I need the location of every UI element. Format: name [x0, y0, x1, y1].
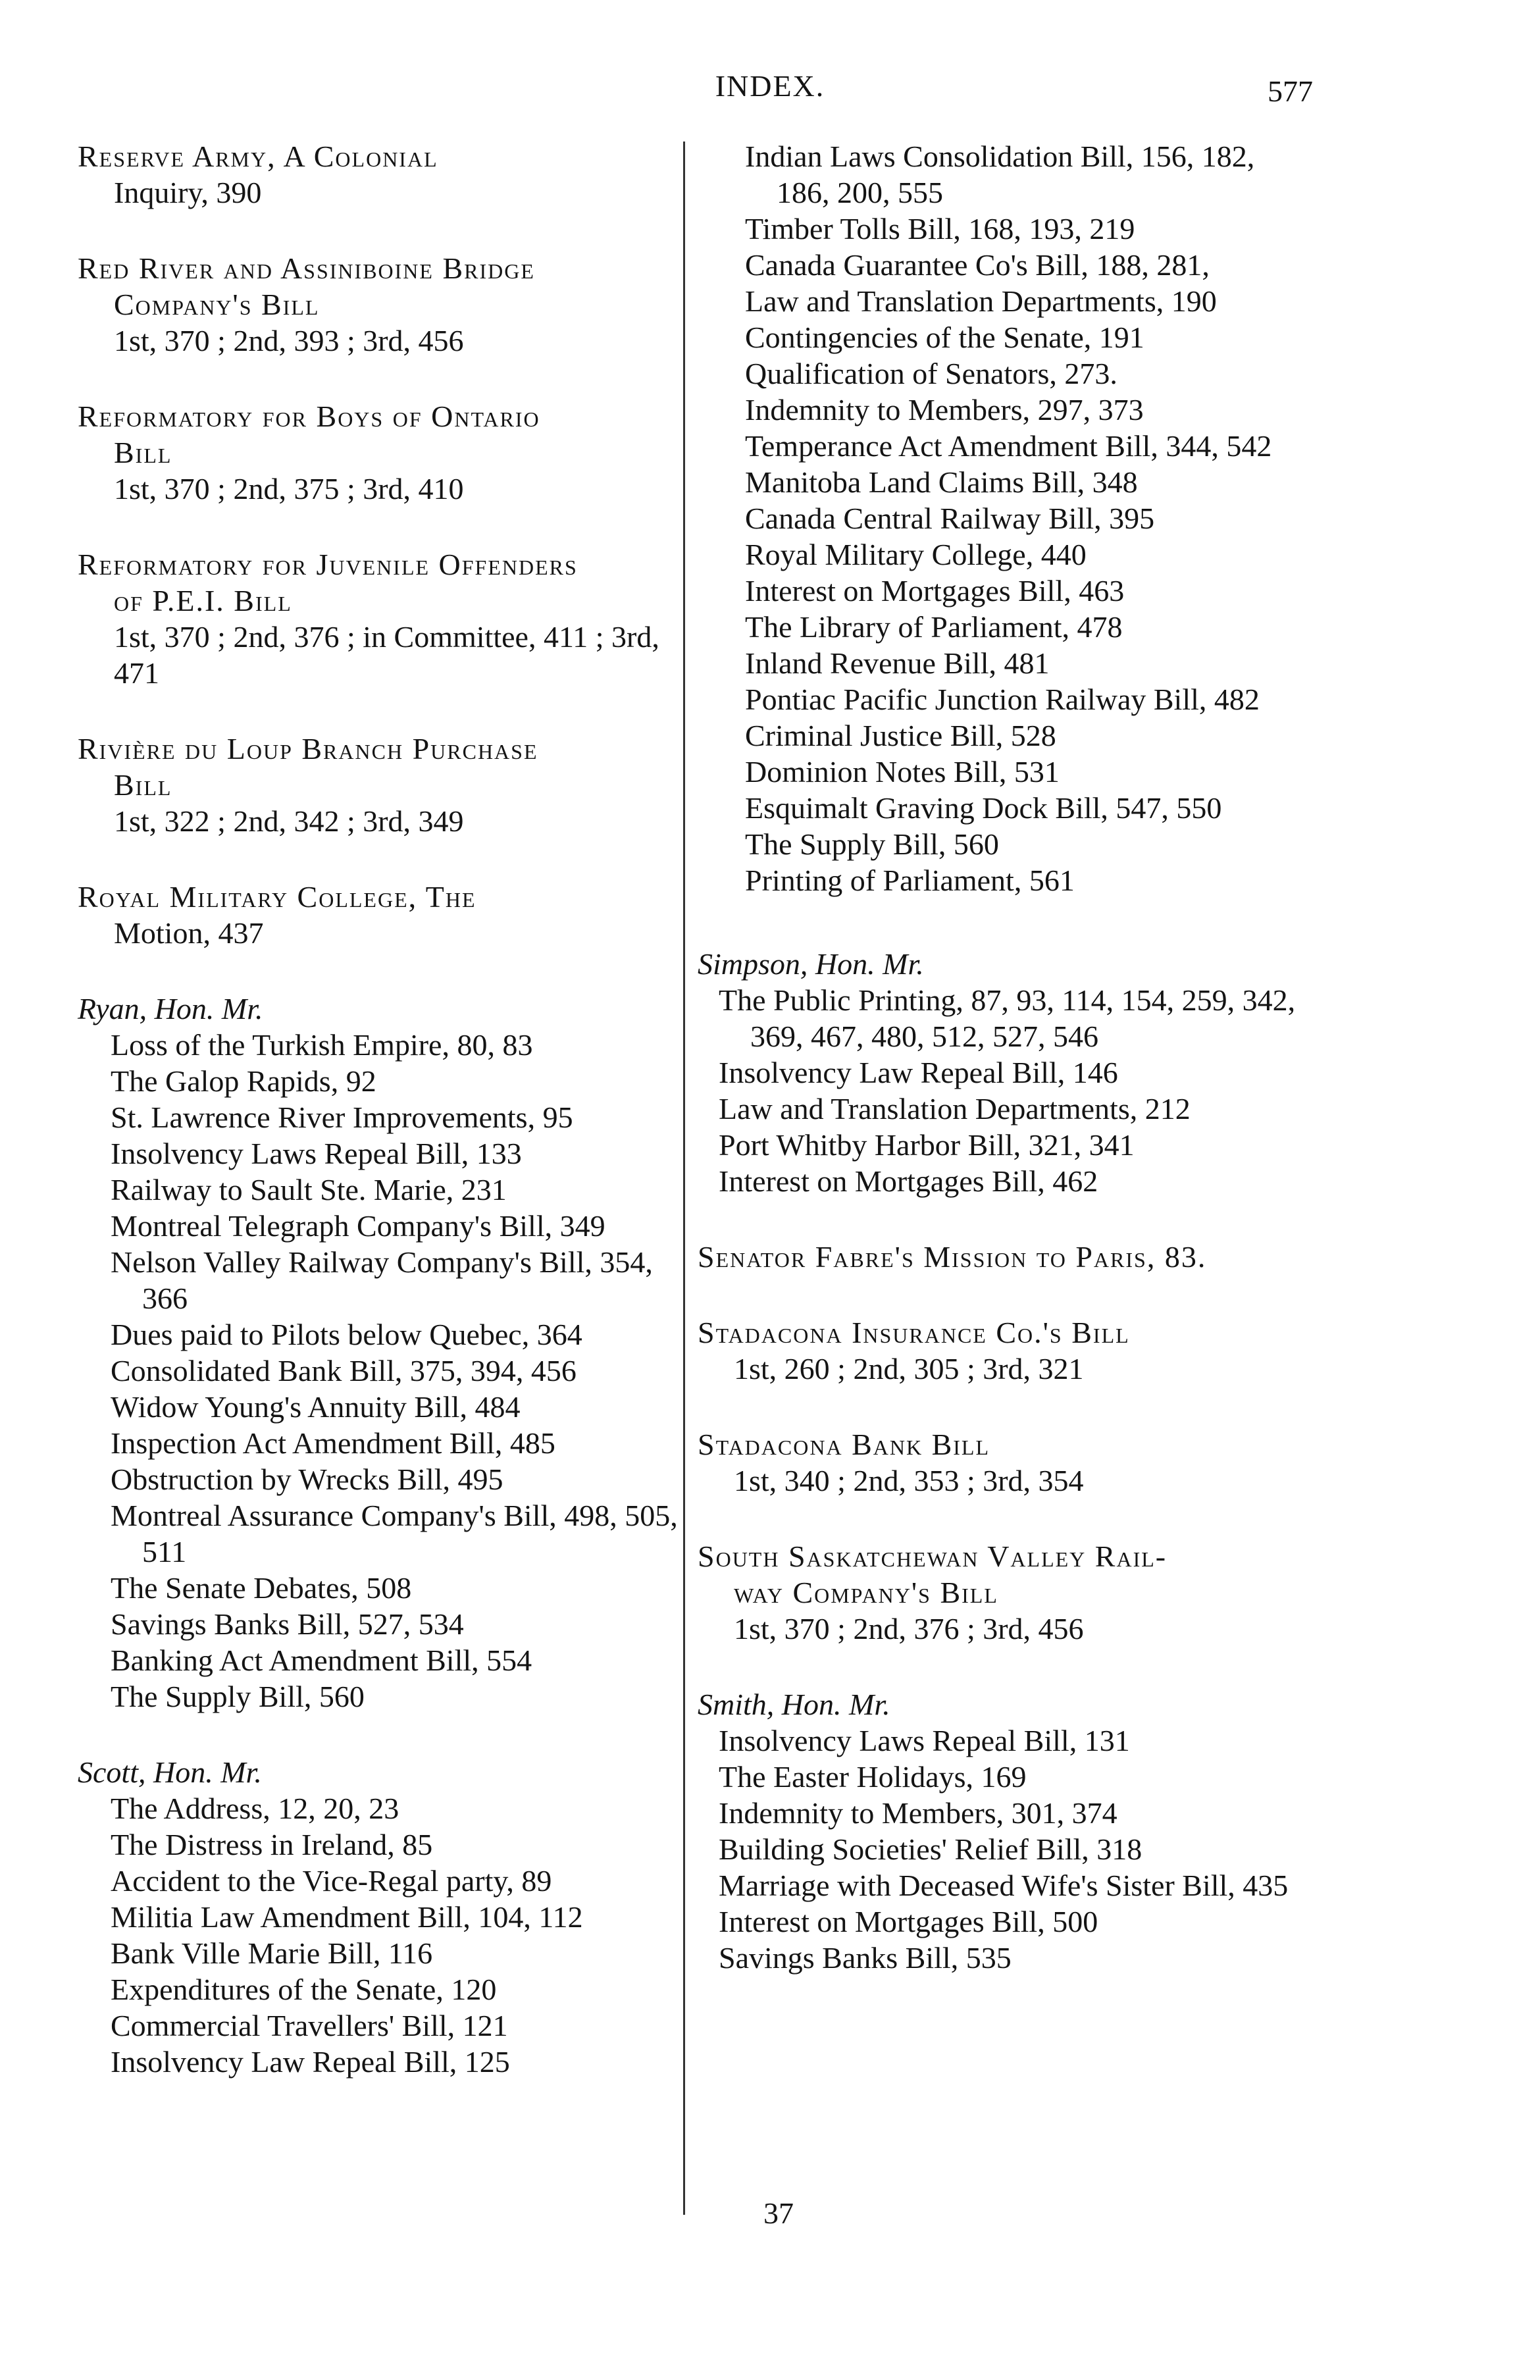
entry-subentry: 1st, 370 ; 2nd, 375 ; 3rd, 410	[114, 472, 464, 505]
subentry-list	[698, 138, 1310, 898]
entry-subentry: 1st, 340 ; 2nd, 353 ; 3rd, 354	[734, 1464, 1084, 1497]
list-item: Widow Young's Annuity Bill, 484	[111, 1390, 521, 1424]
subentry-list	[698, 982, 1310, 1199]
entry-heading-person: Simpson, Hon. Mr.	[698, 947, 924, 981]
list-item: Timber Tolls Bill, 168, 193, 219	[745, 212, 1135, 246]
entry-subentry: 1st, 370 ; 2nd, 376 ; in Committee, 411 ; 3rd, 471	[114, 620, 659, 690]
entry-heading: Reformatory for Boys of Ontario	[78, 400, 540, 433]
list-item: Interest on Mortgages Bill, 463	[745, 574, 1125, 608]
entry-heading: Red River and Assiniboine Bridge	[78, 251, 535, 285]
list-item: Consolidated Bank Bill, 375, 394, 456	[111, 1354, 577, 1387]
entry-subentry: 1st, 322 ; 2nd, 342 ; 3rd, 349	[114, 804, 464, 838]
entry-heading-person: Smith, Hon. Mr.	[698, 1688, 890, 1721]
list-item: Qualification of Senators, 273.	[745, 357, 1117, 390]
list-item: The Public Printing, 87, 93, 114, 154, 259, 342, 369, 467, 480, 512, 527, 546	[719, 983, 1296, 1053]
list-item: Port Whitby Harbor Bill, 321, 341	[719, 1128, 1135, 1162]
index-entry-reserve-army	[78, 138, 682, 211]
list-item: Dominion Notes Bill, 531	[745, 755, 1060, 789]
page-number: 577	[1268, 74, 1313, 108]
index-entry-riviere-du-loup	[78, 731, 682, 839]
list-item: Commercial Travellers' Bill, 121	[111, 2009, 508, 2042]
left-column	[78, 138, 682, 2119]
list-item: Savings Banks Bill, 527, 534	[111, 1607, 464, 1641]
list-item: The Supply Bill, 560	[111, 1680, 365, 1713]
list-item: Insolvency Law Repeal Bill, 146	[719, 1056, 1118, 1089]
index-entry-stadacona-insurance	[698, 1314, 1310, 1387]
index-entry-ryan	[78, 991, 682, 1715]
column-divider	[683, 142, 685, 2215]
list-item: Inland Revenue Bill, 481	[745, 646, 1050, 680]
entry-heading: Senator Fabre's Mission to Paris, 83.	[698, 1240, 1207, 1274]
subentry-list	[78, 1027, 682, 1715]
list-item: Esquimalt Graving Dock Bill, 547, 550	[745, 791, 1222, 825]
list-item: Railway to Sault Ste. Marie, 231	[111, 1173, 507, 1206]
list-item: Printing of Parliament, 561	[745, 864, 1075, 897]
list-item: St. Lawrence River Improvements, 95	[111, 1100, 573, 1134]
list-item: Manitoba Land Claims Bill, 348	[745, 465, 1138, 499]
entry-subentry: Inquiry, 390	[114, 176, 262, 209]
list-item: Marriage with Deceased Wife's Sister Bill, 435	[719, 1869, 1289, 1902]
list-item: Indian Laws Consolidation Bill, 156, 182, 186, 200, 555	[745, 140, 1255, 209]
list-item: Royal Military College, 440	[745, 538, 1087, 571]
list-item: Building Societies' Relief Bill, 318	[719, 1832, 1142, 1866]
list-item: The Galop Rapids, 92	[111, 1064, 376, 1098]
list-item: Canada Central Railway Bill, 395	[745, 502, 1155, 535]
list-item: Savings Banks Bill, 535	[719, 1941, 1012, 1975]
list-item: Obstruction by Wrecks Bill, 495	[111, 1462, 503, 1496]
list-item: Interest on Mortgages Bill, 462	[719, 1164, 1098, 1198]
index-entry-reformatory-pei	[78, 546, 682, 691]
index-entry-fabre	[698, 1239, 1310, 1275]
entry-heading-continued: Company's Bill	[114, 288, 320, 321]
entry-heading: Royal Military College, The	[78, 880, 476, 914]
entry-heading: Reformatory for Juvenile Offenders	[78, 548, 578, 581]
list-item: Insolvency Laws Repeal Bill, 133	[111, 1137, 522, 1170]
index-entry-simpson	[698, 946, 1310, 1199]
list-item: The Distress in Ireland, 85	[111, 1828, 433, 1861]
index-entry-royal-military	[78, 879, 682, 951]
list-item: Expenditures of the Senate, 120	[111, 1973, 497, 2006]
index-entry-scott	[78, 1754, 682, 2080]
list-item: The Easter Holidays, 169	[719, 1760, 1027, 1794]
list-item: Militia Law Amendment Bill, 104, 112	[111, 1900, 583, 1934]
entry-subentry: 1st, 370 ; 2nd, 393 ; 3rd, 456	[114, 324, 464, 357]
list-item: The Supply Bill, 560	[745, 827, 999, 861]
list-item: Pontiac Pacific Junction Railway Bill, 482	[745, 683, 1260, 716]
entry-heading-person: Scott, Hon. Mr.	[78, 1755, 262, 1789]
list-item: Temperance Act Amendment Bill, 344, 542	[745, 429, 1272, 463]
list-item: Loss of the Turkish Empire, 80, 83	[111, 1028, 533, 1062]
entry-heading-person: Ryan, Hon. Mr.	[78, 992, 263, 1025]
entry-heading: Stadacona Insurance Co.'s Bill	[698, 1316, 1130, 1349]
list-item: Nelson Valley Railway Company's Bill, 354, 366	[111, 1245, 653, 1315]
list-item: Montreal Assurance Company's Bill, 498, 505, 511	[111, 1499, 678, 1568]
index-entry-reformatory-ontario	[78, 398, 682, 507]
running-title: INDEX.	[715, 69, 825, 103]
entry-heading-continued: of P.E.I. Bill	[114, 584, 292, 617]
entry-heading-continued: Bill	[114, 768, 172, 802]
list-item: Indemnity to Members, 301, 374	[719, 1796, 1117, 1830]
list-item: Canada Guarantee Co's Bill, 188, 281,	[745, 248, 1210, 282]
right-column	[698, 138, 1310, 2015]
list-item: Montreal Telegraph Company's Bill, 349	[111, 1209, 605, 1243]
entry-subentry: Motion, 437	[114, 916, 264, 950]
list-item: Law and Translation Departments, 212	[719, 1092, 1191, 1125]
entry-heading: Rivière du Loup Branch Purchase	[78, 732, 538, 765]
list-item: The Library of Parliament, 478	[745, 610, 1123, 644]
entry-subentry: 1st, 260 ; 2nd, 305 ; 3rd, 321	[734, 1352, 1084, 1385]
entry-heading-continued: Bill	[114, 436, 172, 469]
list-item: Banking Act Amendment Bill, 554	[111, 1643, 532, 1677]
subentry-list	[698, 1722, 1310, 1976]
entry-heading: Stadacona Bank Bill	[698, 1428, 990, 1461]
entry-heading: Reserve Army, A Colonial	[78, 140, 438, 173]
list-item: Contingencies of the Senate, 191	[745, 321, 1144, 354]
index-entry-smith	[698, 1686, 1310, 1976]
list-item: Interest on Mortgages Bill, 500	[719, 1905, 1098, 1938]
list-item: Inspection Act Amendment Bill, 485	[111, 1426, 555, 1460]
subentry-list	[78, 1790, 682, 2080]
index-entry-continued	[698, 138, 1310, 898]
entry-heading-continued: way Company's Bill	[734, 1576, 998, 1609]
list-item: The Address, 12, 20, 23	[111, 1792, 399, 1825]
signature-mark: 37	[763, 2196, 794, 2230]
index-entry-south-saskatchewan	[698, 1538, 1310, 1647]
list-item: Insolvency Law Repeal Bill, 125	[111, 2045, 510, 2079]
page-header	[0, 68, 1540, 115]
list-item: Insolvency Laws Repeal Bill, 131	[719, 1724, 1130, 1757]
list-item: Bank Ville Marie Bill, 116	[111, 1936, 433, 1970]
list-item: The Senate Debates, 508	[111, 1571, 412, 1605]
list-item: Law and Translation Departments, 190	[745, 284, 1217, 318]
list-item: Indemnity to Members, 297, 373	[745, 393, 1144, 427]
entry-subentry: 1st, 370 ; 2nd, 376 ; 3rd, 456	[734, 1612, 1084, 1645]
entry-heading: South Saskatchewan Valley Rail-	[698, 1539, 1168, 1573]
index-entry-red-river	[78, 250, 682, 359]
index-entry-stadacona-bank	[698, 1426, 1310, 1499]
list-item: Dues paid to Pilots below Quebec, 364	[111, 1318, 582, 1351]
list-item: Criminal Justice Bill, 528	[745, 719, 1056, 752]
list-item: Accident to the Vice-Regal party, 89	[111, 1864, 552, 1898]
